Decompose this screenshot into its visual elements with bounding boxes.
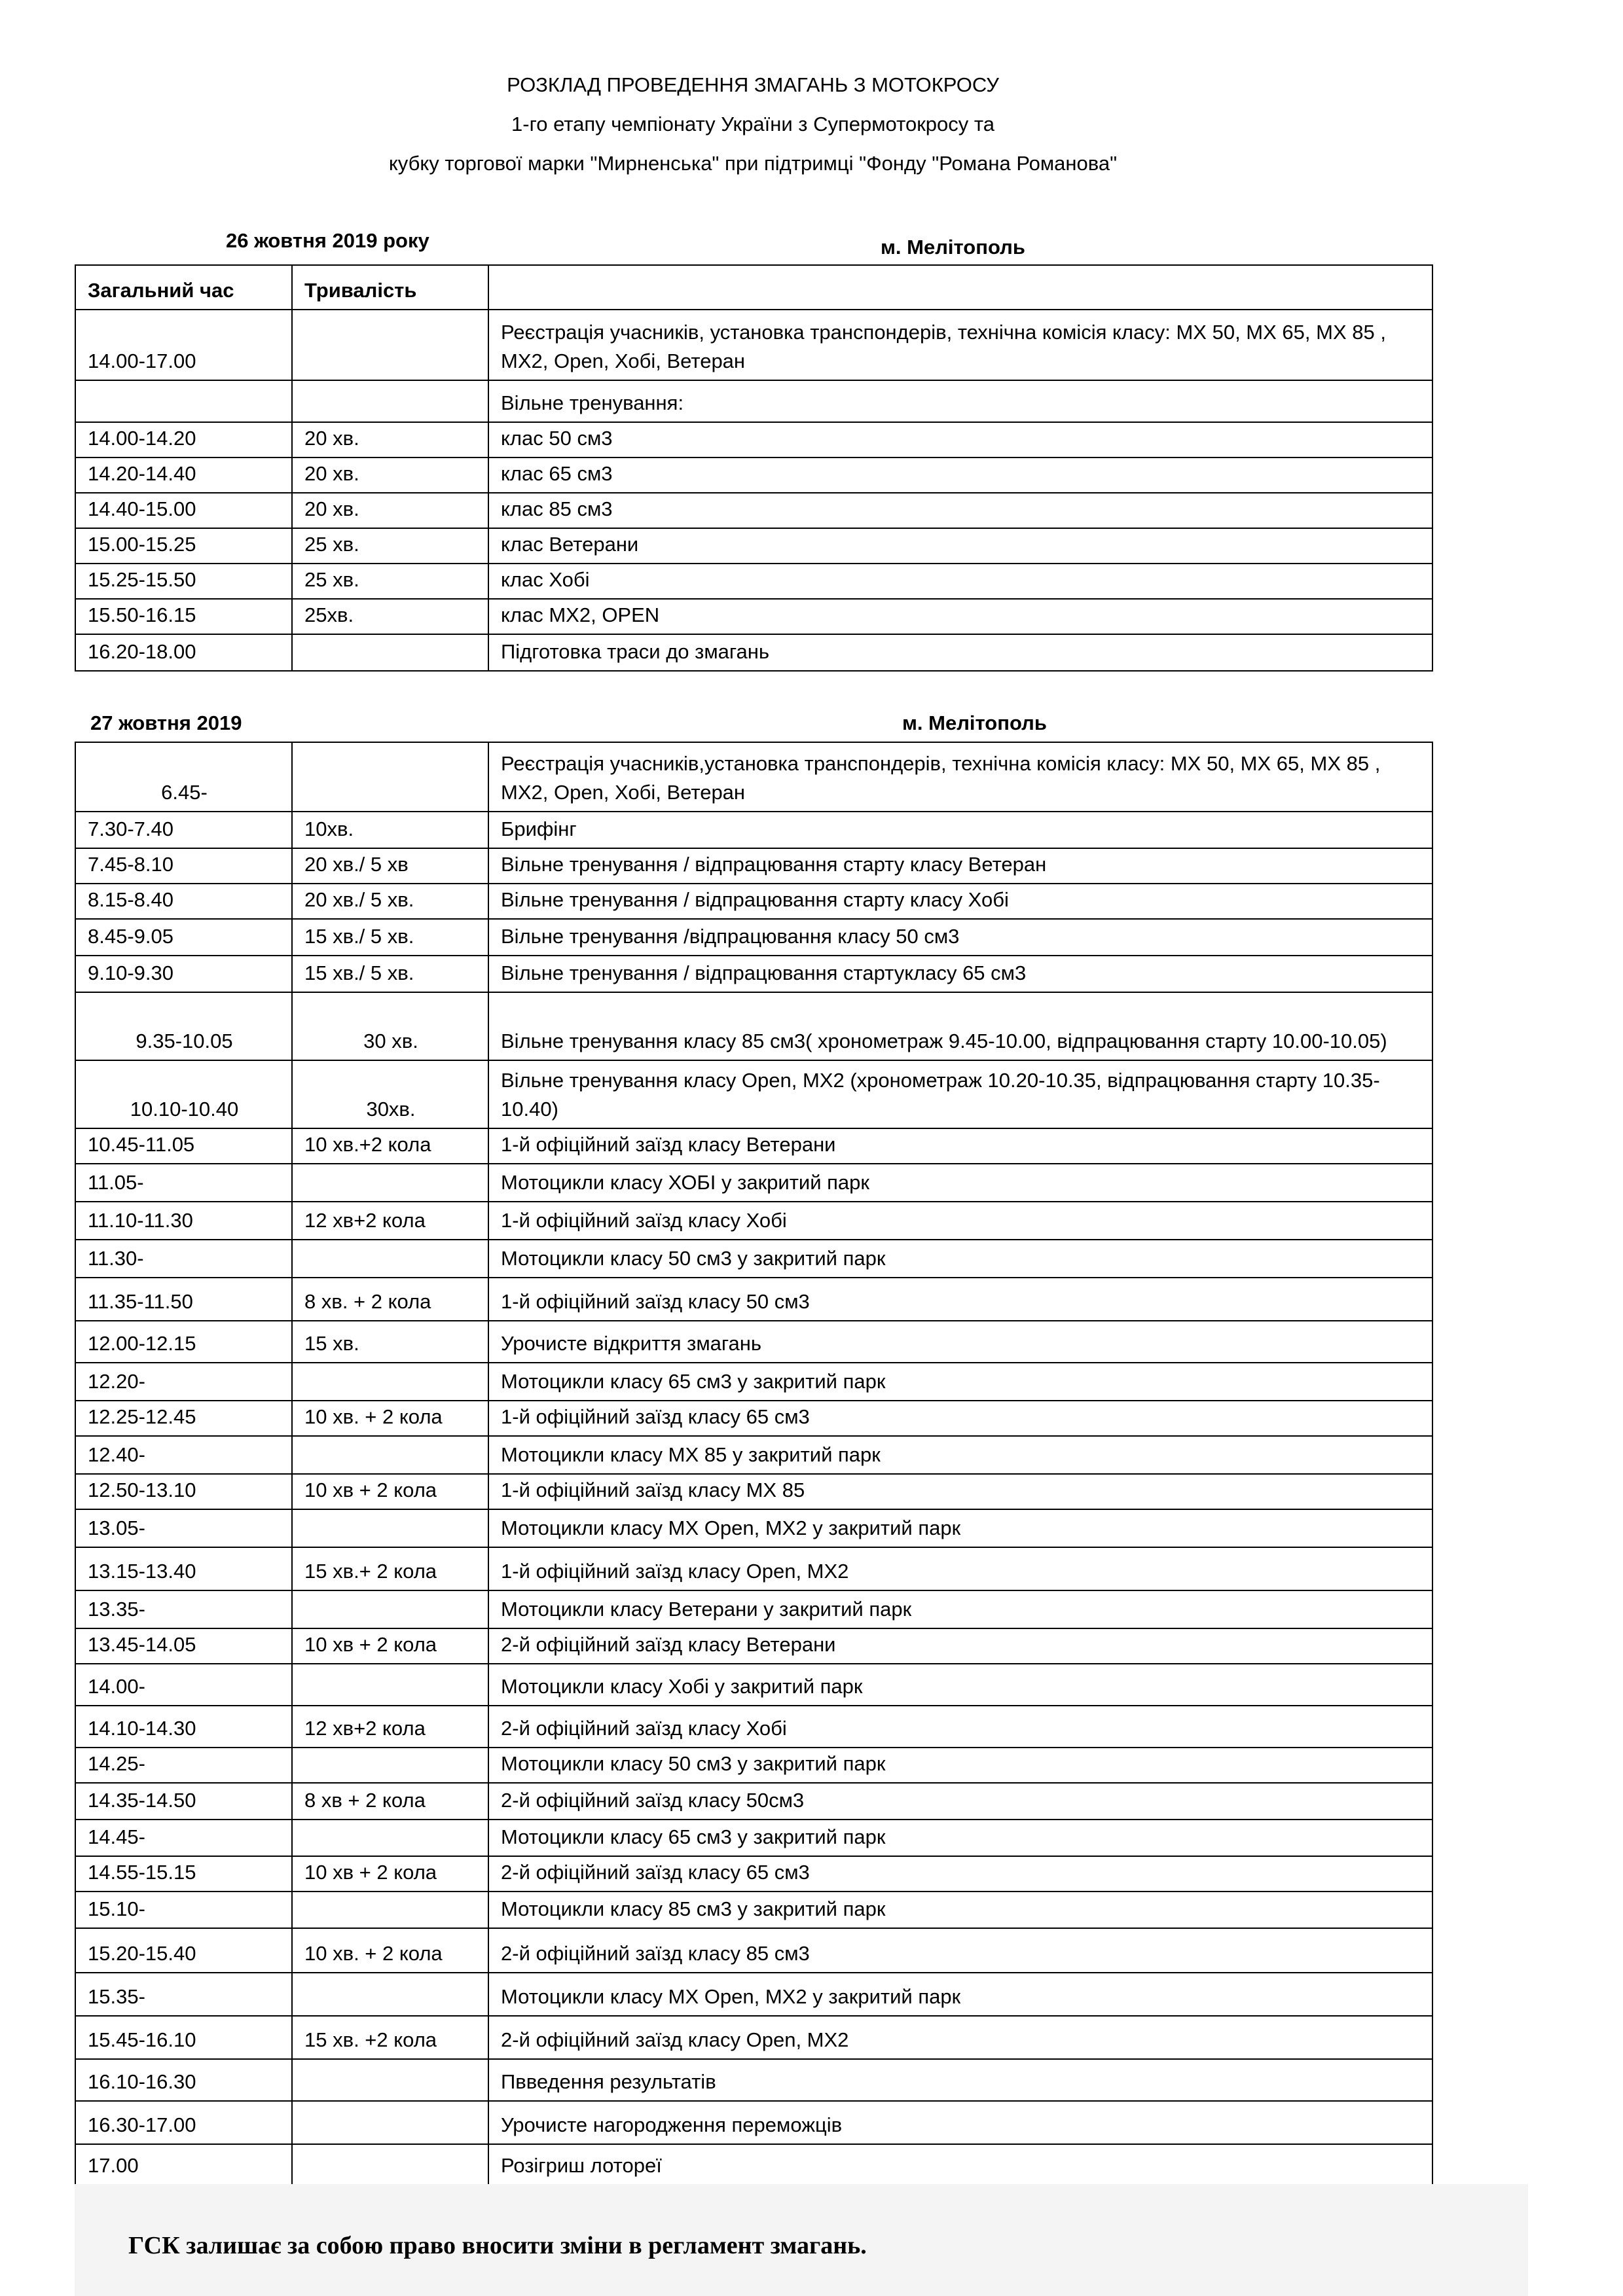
cell-time: 11.35-11.50 (75, 1278, 292, 1321)
day2-city: м. Мелітополь (902, 711, 1047, 734)
cell-time: 11.10-11.30 (75, 1202, 292, 1240)
cell-event: 1-й офіційний заїзд класу Open, МХ2 (488, 1547, 1432, 1590)
cell-event: Підготовка траси до змагань (488, 634, 1432, 671)
cell-event: Вільне тренування / відпрацювання старту класу Ветеран (488, 848, 1432, 884)
cell-time: 12.25-12.45 (75, 1401, 292, 1436)
cell-event: клас МХ2, OPEN (488, 599, 1432, 634)
cell-event: 1-й офіційний заїзд класу МХ 85 (488, 1474, 1432, 1509)
cell-duration (292, 2144, 488, 2185)
cell-time: 14.25- (75, 1748, 292, 1783)
cell-time: 11.05- (75, 1164, 292, 1202)
cell-duration: 20 хв./ 5 хв (292, 848, 488, 884)
cell-time: 9.10-9.30 (75, 956, 292, 992)
title-line-3: кубку торгової марки "Мирненська" при підтримці "Фонду "Романа Романова" (388, 152, 1118, 175)
cell-duration: 25 хв. (292, 564, 488, 599)
cell-time: 15.00-15.25 (75, 528, 292, 564)
cell-duration: 20 хв. (292, 493, 488, 528)
cell-event: Мотоцикли класу ХОБІ у закритий парк (488, 1164, 1432, 1202)
cell-time: 13.15-13.40 (75, 1547, 292, 1590)
cell-time: 16.30-17.00 (75, 2101, 292, 2144)
cell-time: 11.30- (75, 1240, 292, 1278)
cell-time: 15.25-15.50 (75, 564, 292, 599)
cell-time: 10.45-11.05 (75, 1128, 292, 1164)
cell-event: клас 65 см3 (488, 457, 1432, 493)
cell-event: 2-й офіційний заїзд класу 65 см3 (488, 1856, 1432, 1892)
cell-duration (292, 310, 488, 380)
cell-event: клас Ветерани (488, 528, 1432, 564)
table-row (75, 2144, 1432, 2185)
cell-duration: 20 хв./ 5 хв. (292, 884, 488, 919)
table-row (75, 422, 1432, 457)
table-row (75, 1590, 1432, 1628)
table-row (75, 812, 1432, 848)
cell-event: 1-й офіційний заїзд класу Ветерани (488, 1128, 1432, 1164)
table-row (75, 1128, 1432, 1164)
cell-time: 12.00-12.15 (75, 1321, 292, 1363)
cell-duration: 12 хв+2 кола (292, 1706, 488, 1748)
cell-duration: 10 хв + 2 кола (292, 1474, 488, 1509)
cell-duration: 10 хв + 2 кола (292, 1628, 488, 1664)
cell-duration: 8 хв. + 2 кола (292, 1278, 488, 1321)
table-row (75, 2101, 1432, 2144)
table-row (75, 1321, 1432, 1363)
footer-note: ГСК залишає за собою право вносити зміни в регламент змагань. (128, 2232, 867, 2259)
table-row (75, 1973, 1432, 2016)
cell-duration: 10 хв. + 2 кола (292, 1928, 488, 1973)
cell-duration: 8 хв + 2 кола (292, 1783, 488, 1820)
cell-event: Реєстрація учасників, установка транспондерів, технічна комісія класу: МХ 50, МХ 65, МХ 85 , МХ2, Open, Хобі, Ветеран (488, 310, 1432, 380)
table-row (75, 493, 1432, 528)
cell-event: Урочисте відкриття змагань (488, 1321, 1432, 1363)
cell-duration: 10 хв. + 2 кола (292, 1401, 488, 1436)
table-row (75, 992, 1432, 1060)
cell-event: Мотоцикли класу 85 см3 у закритий парк (488, 1892, 1432, 1928)
table-row (75, 1240, 1432, 1278)
table-header-row (75, 265, 1432, 310)
cell-duration (292, 634, 488, 671)
table-row (75, 1706, 1432, 1748)
table-row (75, 1060, 1432, 1128)
cell-duration: 10 хв + 2 кола (292, 1856, 488, 1892)
cell-event: Реєстрація учасників,установка транспондерів, технічна комісія класу: МХ 50, МХ 65, МХ 85 , МХ2, Open, Хобі, Ветеран (488, 742, 1432, 812)
cell-time (75, 380, 292, 422)
table-row (75, 1547, 1432, 1590)
cell-event: Вільне тренування / відпрацювання стартукласу 65 см3 (488, 956, 1432, 992)
cell-duration (292, 380, 488, 422)
cell-duration: 12 хв+2 кола (292, 1202, 488, 1240)
cell-event: Мотоцикли класу Ветерани у закритий парк (488, 1590, 1432, 1628)
table-row (75, 1892, 1432, 1928)
cell-time: 12.40- (75, 1436, 292, 1474)
cell-duration (292, 1664, 488, 1706)
cell-time: 14.00- (75, 1664, 292, 1706)
day1-schedule-table (75, 264, 1433, 672)
cell-event: Вільне тренування / відпрацювання старту класу Хобі (488, 884, 1432, 919)
cell-time: 12.50-13.10 (75, 1474, 292, 1509)
cell-event: Пвведення результатів (488, 2059, 1432, 2101)
cell-event: Мотоцикли класу МХ Open, МХ2 у закритий парк (488, 1509, 1432, 1547)
cell-duration (292, 1892, 488, 1928)
cell-time: 9.35-10.05 (75, 992, 292, 1060)
cell-time: 6.45- (75, 742, 292, 812)
table-row (75, 1401, 1432, 1436)
cell-time: 10.10-10.40 (75, 1060, 292, 1128)
cell-event: Мотоцикли класу 65 см3 у закритий парк (488, 1820, 1432, 1856)
table-row (75, 599, 1432, 634)
cell-time: 14.40-15.00 (75, 493, 292, 528)
table-row (75, 564, 1432, 599)
cell-event: Розігриш лотореї (488, 2144, 1432, 2185)
cell-time: 15.50-16.15 (75, 599, 292, 634)
cell-time: 14.45- (75, 1820, 292, 1856)
cell-time: 15.10- (75, 1892, 292, 1928)
cell-duration: 25хв. (292, 599, 488, 634)
table-row (75, 310, 1432, 380)
header-duration: Тривалість (292, 265, 488, 310)
table-row (75, 1664, 1432, 1706)
table-row (75, 634, 1432, 671)
cell-duration: 15 хв./ 5 хв. (292, 919, 488, 956)
cell-duration: 15 хв. +2 кола (292, 2016, 488, 2059)
cell-duration (292, 1436, 488, 1474)
cell-duration: 30 хв. (292, 992, 488, 1060)
cell-duration (292, 1240, 488, 1278)
day1-city: м. Мелітополь (881, 236, 1025, 259)
cell-time: 13.05- (75, 1509, 292, 1547)
cell-time: 16.20-18.00 (75, 634, 292, 671)
cell-time: 14.00-17.00 (75, 310, 292, 380)
table-row (75, 380, 1432, 422)
cell-duration (292, 1748, 488, 1783)
table-row (75, 2016, 1432, 2059)
cell-time: 7.30-7.40 (75, 812, 292, 848)
cell-time: 8.45-9.05 (75, 919, 292, 956)
cell-event: клас Хобі (488, 564, 1432, 599)
table-row (75, 956, 1432, 992)
cell-duration: 10хв. (292, 812, 488, 848)
cell-time: 14.55-15.15 (75, 1856, 292, 1892)
cell-event: Вільне тренування класу Open, МХ2 (хронометраж 10.20-10.35, відпрацювання старту 10.35-10.40) (488, 1060, 1432, 1128)
header-event (488, 265, 1432, 310)
cell-duration (292, 1590, 488, 1628)
table-row (75, 1436, 1432, 1474)
table-row (75, 2059, 1432, 2101)
table-row (75, 1164, 1432, 1202)
table-row (75, 1278, 1432, 1321)
day2-schedule-table (75, 742, 1433, 2185)
table-row (75, 1928, 1432, 1973)
cell-duration: 25 хв. (292, 528, 488, 564)
cell-duration: 30хв. (292, 1060, 488, 1128)
cell-time: 16.10-16.30 (75, 2059, 292, 2101)
cell-event: 2-й офіційний заїзд класу Хобі (488, 1706, 1432, 1748)
cell-event: клас 85 см3 (488, 493, 1432, 528)
cell-event: Вільне тренування: (488, 380, 1432, 422)
cell-event: Мотоцикли класу МХ 85 у закритий парк (488, 1436, 1432, 1474)
table-row (75, 1509, 1432, 1547)
cell-duration: 15 хв./ 5 хв. (292, 956, 488, 992)
cell-duration (292, 1164, 488, 1202)
cell-time: 14.20-14.40 (75, 457, 292, 493)
title-line-1: РОЗКЛАД ПРОВЕДЕННЯ ЗМАГАНЬ З МОТОКРОСУ (507, 73, 999, 96)
cell-time: 8.15-8.40 (75, 884, 292, 919)
cell-event: Мотоцикли класу 50 см3 у закритий парк (488, 1748, 1432, 1783)
cell-time: 14.10-14.30 (75, 1706, 292, 1748)
table-row (75, 1363, 1432, 1401)
table-row (75, 1202, 1432, 1240)
cell-event: 2-й офіційний заїзд класу 85 см3 (488, 1928, 1432, 1973)
header-time: Загальний час (75, 265, 292, 310)
cell-time: 12.20- (75, 1363, 292, 1401)
cell-duration (292, 742, 488, 812)
cell-time: 14.00-14.20 (75, 422, 292, 457)
cell-event: 2-й офіційний заїзд класу 50см3 (488, 1783, 1432, 1820)
table-row (75, 528, 1432, 564)
cell-event: Мотоцикли класу 65 см3 у закритий парк (488, 1363, 1432, 1401)
day2-date: 27 жовтня 2019 (90, 711, 242, 734)
cell-time: 7.45-8.10 (75, 848, 292, 884)
table-row (75, 742, 1432, 812)
cell-duration: 10 хв.+2 кола (292, 1128, 488, 1164)
table-row (75, 1748, 1432, 1783)
table-row (75, 884, 1432, 919)
cell-time: 15.20-15.40 (75, 1928, 292, 1973)
cell-duration (292, 2101, 488, 2144)
cell-event: Мотоцикли класу Хобі у закритий парк (488, 1664, 1432, 1706)
document-title (0, 65, 1506, 183)
cell-event: Вільне тренування /відпрацювання класу 50 см3 (488, 919, 1432, 956)
table-row (75, 919, 1432, 956)
cell-time: 13.35- (75, 1590, 292, 1628)
cell-duration (292, 2059, 488, 2101)
day1-date: 26 жовтня 2019 року (226, 229, 429, 252)
footer-band (75, 2184, 1528, 2296)
cell-event: 2-й офіційний заїзд класу Ветерани (488, 1628, 1432, 1664)
table-row (75, 1856, 1432, 1892)
table-row (75, 1820, 1432, 1856)
cell-event: Вільне тренування класу 85 см3( хронометраж 9.45-10.00, відпрацювання старту 10.00-10.05) (488, 992, 1432, 1060)
table-row (75, 1628, 1432, 1664)
cell-event: Мотоцикли класу МХ Open, МХ2 у закритий парк (488, 1973, 1432, 2016)
cell-time: 13.45-14.05 (75, 1628, 292, 1664)
cell-time: 15.45-16.10 (75, 2016, 292, 2059)
cell-duration (292, 1363, 488, 1401)
cell-event: Мотоцикли класу 50 см3 у закритий парк (488, 1240, 1432, 1278)
cell-event: Урочисте нагородження переможців (488, 2101, 1432, 2144)
cell-event: 2-й офіційний заїзд класу Open, МХ2 (488, 2016, 1432, 2059)
table-row (75, 457, 1432, 493)
cell-duration: 20 хв. (292, 422, 488, 457)
cell-duration (292, 1820, 488, 1856)
table-row (75, 848, 1432, 884)
table-row (75, 1783, 1432, 1820)
table-row (75, 1474, 1432, 1509)
cell-event: клас 50 см3 (488, 422, 1432, 457)
cell-event: Брифінг (488, 812, 1432, 848)
cell-time: 17.00 (75, 2144, 292, 2185)
cell-duration (292, 1509, 488, 1547)
cell-time: 15.35- (75, 1973, 292, 2016)
cell-event: 1-й офіційний заїзд класу 50 см3 (488, 1278, 1432, 1321)
cell-event: 1-й офіційний заїзд класу Хобі (488, 1202, 1432, 1240)
cell-duration: 15 хв.+ 2 кола (292, 1547, 488, 1590)
cell-event: 1-й офіційний заїзд класу 65 см3 (488, 1401, 1432, 1436)
cell-duration: 20 хв. (292, 457, 488, 493)
title-line-2: 1-го етапу чемпіонату України з Супермотокросу та (511, 113, 994, 135)
cell-time: 14.35-14.50 (75, 1783, 292, 1820)
cell-duration (292, 1973, 488, 2016)
cell-duration: 15 хв. (292, 1321, 488, 1363)
